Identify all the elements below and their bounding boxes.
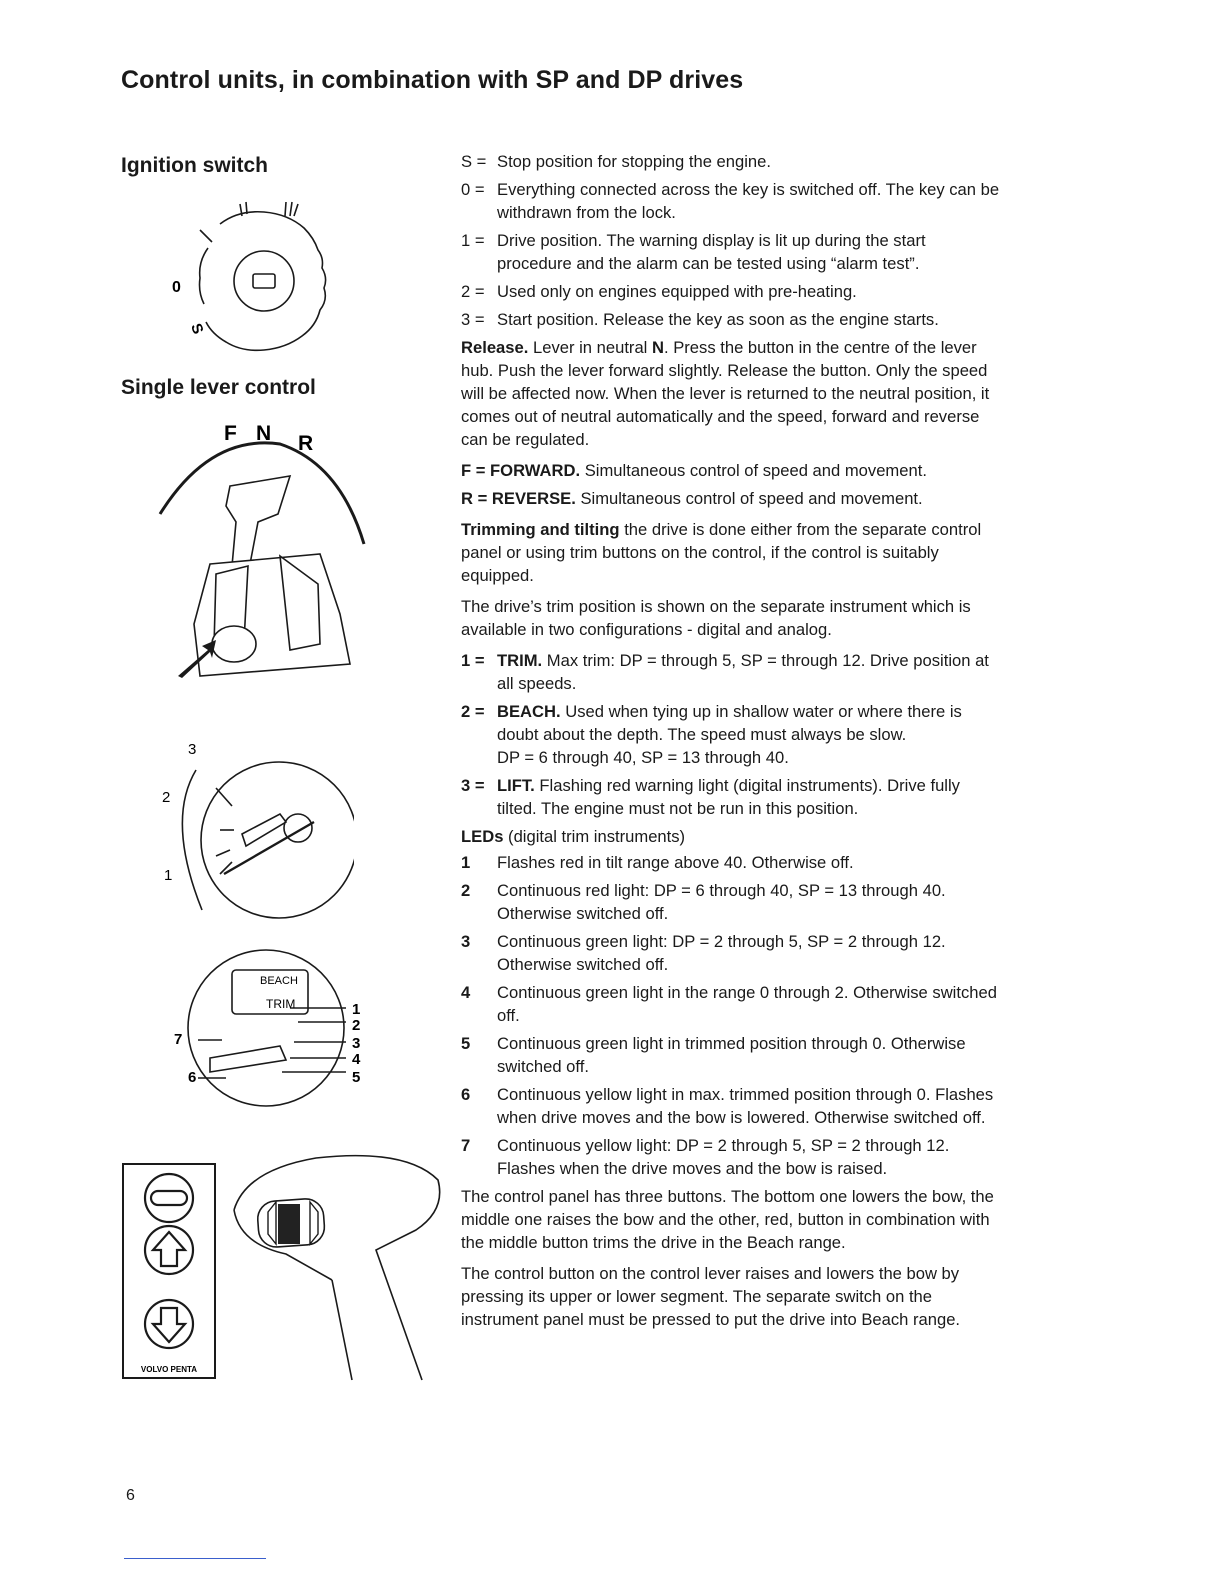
control-button-paragraph: The control button on the control lever raises and lowers the bow by pressing its upper or lower segment. The separate switch on the instrument panel must be pressed to put the drive into Beach range.: [461, 1264, 961, 1329]
digital-label-6: 6: [188, 1069, 197, 1086]
trim-ranges: [461, 649, 1001, 820]
release-paragraph: Release. Lever in neutral N. Press the button in the centre of the lever hub. Push the lever forward slightly. Release the button. Only the speed will be affected now. When the lever is returned to the neutral position, it comes out of neutral automatically and the speed, forward and reverse can be regulated.: [461, 338, 990, 449]
list-item: 5 Continuous green light in trimmed position through 0. Otherwise switched off.: [461, 1034, 966, 1076]
arrow-up-icon: [310, 1202, 318, 1244]
text-column: [461, 150, 1001, 1339]
analog-label-2: 2: [162, 789, 171, 806]
panel-brand: VOLVO PENTA: [140, 1365, 198, 1374]
list-item: 3 = Start position. Release the key as soon as the engine starts.: [461, 310, 939, 329]
ignition-label-0: 0: [172, 279, 181, 296]
forward-line: F = FORWARD. Simultaneous control of speed and movement.: [461, 461, 927, 480]
ignition-switch-figure: [168, 192, 344, 360]
arrow-down-icon: [268, 1202, 276, 1244]
analog-trim-gauge: [154, 730, 354, 920]
lever-label-r: R: [298, 432, 314, 455]
analog-label-1: 1: [164, 867, 173, 884]
leds-heading: LEDs (digital trim instruments): [461, 827, 686, 846]
ignition-heading: Ignition switch: [121, 154, 268, 177]
list-item: 3 = LIFT. Flashing red warning light (digital instruments). Drive fully tilted. The engine must not be run in this position.: [461, 776, 960, 818]
page-number: 6: [126, 1487, 135, 1504]
single-lever-heading: Single lever control: [121, 376, 316, 399]
list-item: 2 = Used only on engines equipped with pre-heating.: [461, 282, 857, 301]
control-lever-handle: [226, 1150, 446, 1390]
list-item: 3 Continuous green light: DP = 2 through 5, SP = 2 through 12. Otherwise switched off.: [461, 932, 946, 974]
ignition-positions: [461, 150, 1001, 331]
beach-range: DP = 6 through 40, SP = 13 through 40.: [497, 748, 789, 767]
list-item: 1 Flashes red in tilt range above 40. Otherwise off.: [461, 853, 854, 872]
trim-paragraph: Trimming and tilting the drive is done either from the separate control panel or using trim buttons on the control, if the control is suitably equipped.: [461, 520, 982, 585]
analog-label-3: 3: [188, 741, 197, 758]
list-item: 4 Continuous green light in the range 0 through 2. Otherwise switched off.: [461, 983, 997, 1025]
list-item: 7 Continuous yellow light: DP = 2 through 5, SP = 2 through 12. Flashes when the drive moves and the bow is raised.: [461, 1136, 950, 1178]
list-item: 6 Continuous yellow light in max. trimmed position through 0. Flashes when drive moves and the bow is lowered. Otherwise switched off.: [461, 1085, 994, 1127]
digital-label-1: 1: [352, 1001, 361, 1018]
reverse-line: R = REVERSE. Simultaneous control of speed and movement.: [461, 489, 923, 508]
control-panel-paragraph: The control panel has three buttons. The bottom one lowers the bow, the middle one raises the bow and the other, red, button in combination with the middle button trims the drive in the Beach range.: [461, 1187, 994, 1252]
digital-label-2: 2: [352, 1017, 361, 1034]
trim-control-panel: [121, 1162, 217, 1382]
digital-beach-label: BEACH: [260, 975, 298, 987]
digital-label-3: 3: [352, 1035, 361, 1052]
lever-label-f: F: [224, 422, 237, 445]
digital-label-4: 4: [352, 1051, 361, 1068]
list-item: 2 = BEACH. Used when tying up in shallow water or where there is doubt about the depth. The speed must always be slow.: [461, 702, 962, 744]
trim-position-paragraph: The drive’s trim position is shown on the separate instrument which is available in two configurations - digital and analog.: [461, 597, 971, 639]
list-item: 1 = TRIM. Max trim: DP = through 5, SP = through 12. Drive position at all speeds.: [461, 651, 989, 693]
digital-trim-label: TRIM: [266, 997, 296, 1011]
list-item: 2 Continuous red light: DP = 6 through 40, SP = 13 through 40. Otherwise switched off.: [461, 881, 946, 923]
list-item: 1 = Drive position. The warning display is lit up during the start procedure and the alarm can be tested using “alarm test”.: [461, 231, 926, 273]
page-title: Control units, in combination with SP and DP drives: [121, 66, 744, 94]
list-item: 0 = Everything connected across the key is switched off. The key can be withdrawn from the lock.: [461, 180, 1000, 222]
digital-trim-gauge: [170, 938, 380, 1108]
trim-rocker-button[interactable]: [278, 1204, 300, 1244]
digital-label-7: 7: [174, 1031, 183, 1048]
digital-label-5: 5: [352, 1069, 361, 1086]
leds-list: [461, 851, 1001, 1180]
lever-label-n: N: [256, 422, 272, 445]
list-item: S = Stop position for stopping the engine.: [461, 152, 771, 171]
footer-divider: [124, 1558, 266, 1559]
single-lever-figure: [150, 414, 380, 684]
ignition-label-s: S: [187, 321, 207, 337]
